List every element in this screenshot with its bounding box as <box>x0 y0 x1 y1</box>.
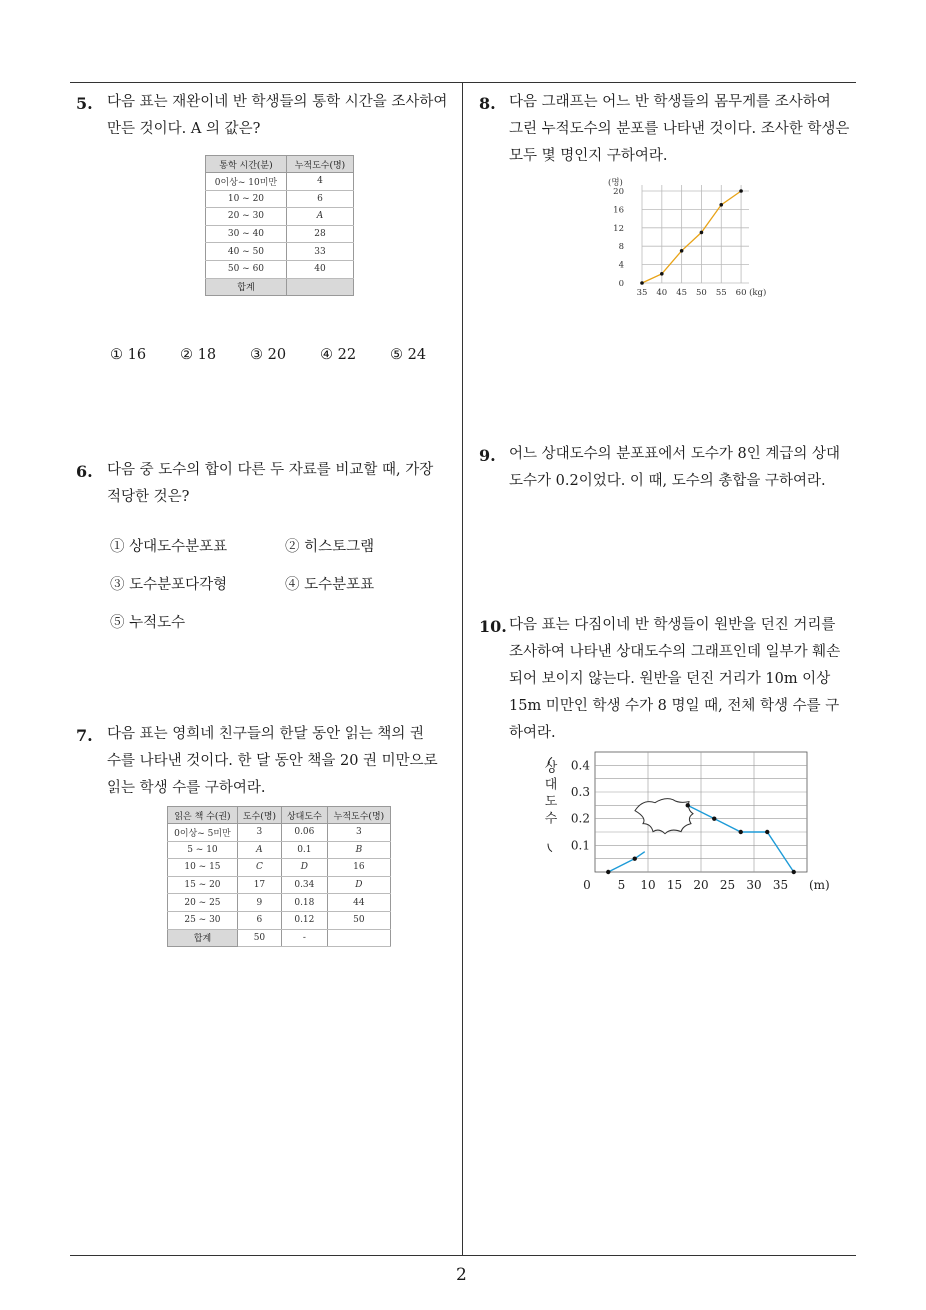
table-header: 통학 시간(분) <box>206 156 287 173</box>
y-axis-label-char: 수 <box>544 811 558 827</box>
data-point <box>719 203 723 207</box>
table-row <box>168 824 391 842</box>
table-row <box>206 190 354 208</box>
y-tick-label: 20 <box>613 187 624 197</box>
x-tick-label: 25 <box>719 878 736 892</box>
x-tick-label: 5 <box>617 878 626 892</box>
column-divider <box>462 83 463 1256</box>
table-row <box>168 841 391 859</box>
top-rule <box>70 82 856 83</box>
question-line: 조사하여 나타낸 상대도수의 그래프인데 일부가 훼손 <box>509 644 841 660</box>
table-cell: C <box>237 859 281 877</box>
table-cell: 합계 <box>168 929 238 947</box>
table-header: 누적도수(명) <box>286 156 353 173</box>
table-cell: 합계 <box>206 278 287 295</box>
option-5[interactable]: ⑤ 누적도수 <box>110 615 186 631</box>
question-text <box>107 721 457 802</box>
table-cell: 30 ~ 40 <box>206 225 287 243</box>
x-tick-label: 35 <box>636 288 648 298</box>
table-cell: 25 ~ 30 <box>168 911 238 929</box>
data-point <box>765 830 769 834</box>
x-tick-label: 0 <box>583 878 591 892</box>
question-text <box>107 457 457 511</box>
bottom-rule <box>70 1255 856 1256</box>
data-point <box>792 870 796 874</box>
table-cell: 3 <box>237 824 281 842</box>
data-point <box>739 830 743 834</box>
data-point <box>633 856 637 860</box>
option-2[interactable]: ② 히스토그램 <box>285 539 375 555</box>
data-point <box>660 272 664 276</box>
y-axis-label-char: 도 <box>544 794 558 810</box>
option-3[interactable]: ③ 도수분포다각형 <box>110 577 228 593</box>
y-tick-label: 0.3 <box>570 785 590 799</box>
data-point <box>686 803 690 807</box>
table-cell: 10 ~ 15 <box>168 859 238 877</box>
question-number: 5. <box>76 94 93 113</box>
x-tick-label: 15 <box>666 878 683 892</box>
question-text <box>509 441 859 495</box>
table-cell: 10 ~ 20 <box>206 190 287 208</box>
question-text <box>509 89 859 170</box>
data-point <box>739 189 743 193</box>
question-text <box>509 612 859 747</box>
y-axis-label-char: 대 <box>544 777 558 793</box>
table-header: 도수(명) <box>237 807 281 824</box>
x-tick-label: 45 <box>676 288 688 298</box>
series-line <box>642 191 741 283</box>
table-cell: 28 <box>286 225 353 243</box>
table-row <box>168 894 391 912</box>
table-row <box>206 173 354 191</box>
y-tick-label: 0.1 <box>570 838 590 853</box>
table-cell: 20 ~ 30 <box>206 208 287 226</box>
question-line: 그린 누적도수의 분포를 나타낸 것이다. 조사한 학생은 <box>509 121 850 137</box>
table-cell: A <box>237 841 281 859</box>
y-tick-label: 0.2 <box>570 811 590 826</box>
table-cell: 0이상~ 10미만 <box>206 173 287 191</box>
y-unit-label: (명) <box>608 178 623 188</box>
table-cell <box>286 278 353 295</box>
y-axis-label-char: 상 <box>544 760 558 776</box>
y-tick-label: 0.4 <box>570 758 590 773</box>
question-line: 다음 그래프는 어느 반 학생들의 몸무게를 조사하여 <box>509 94 831 110</box>
x-tick-label: 55 <box>715 288 727 298</box>
table-total-row <box>206 278 354 295</box>
x-unit-label: (kg) <box>749 288 767 298</box>
option-5[interactable]: ⑤ 24 <box>390 347 427 363</box>
question-line: 읽는 학생 수를 구하여라. <box>107 780 266 796</box>
option-4[interactable]: ④ 22 <box>320 347 357 363</box>
table-cell: 0.1 <box>281 841 327 859</box>
books-read-table <box>167 806 391 947</box>
question-line: 만든 것이다. A 의 값은? <box>107 121 261 137</box>
cumulative-frequency-chart <box>600 170 770 300</box>
question-number: 6. <box>76 462 93 481</box>
table-row <box>206 225 354 243</box>
question-number: 7. <box>76 726 93 745</box>
table-total-row <box>168 929 391 947</box>
y-tick-label: 0 <box>618 279 624 289</box>
relative-frequency-chart <box>540 745 830 895</box>
question-line: 수를 나타낸 것이다. 한 달 동안 책을 20 권 미만으로 <box>107 753 438 769</box>
table-cell: 0이상~ 5미만 <box>168 824 238 842</box>
option-2[interactable]: ② 18 <box>180 347 217 363</box>
x-tick-label: 60 <box>735 288 747 298</box>
table-cell: 0.12 <box>281 911 327 929</box>
table-cell: 6 <box>237 911 281 929</box>
option-1[interactable]: ① 16 <box>110 347 147 363</box>
question-line: 적당한 것은? <box>107 489 190 505</box>
table-cell: 9 <box>237 894 281 912</box>
question-number: 8. <box>479 94 496 113</box>
x-tick-label: 40 <box>656 288 668 298</box>
commute-time-table <box>205 155 354 296</box>
x-unit-label: (m) <box>809 878 830 892</box>
table-header: 상대도수 <box>281 807 327 824</box>
table-cell: 0.06 <box>281 824 327 842</box>
question-line: 되어 보이지 않는다. 원반을 던진 거리가 10m 이상 <box>509 671 831 687</box>
table-cell: D <box>281 859 327 877</box>
table-header: 읽은 책 수(권) <box>168 807 238 824</box>
data-point <box>680 249 684 253</box>
table-cell: 0.18 <box>281 894 327 912</box>
table-row <box>206 243 354 261</box>
x-tick-label: 10 <box>640 878 656 892</box>
table-header: 누적도수(명) <box>327 807 390 824</box>
question-line: 15m 미만인 학생 수가 8 명일 때, 전체 학생 수를 구 <box>509 698 840 714</box>
table-cell: 40 <box>286 260 353 278</box>
option-4[interactable]: ④ 도수분포표 <box>285 577 375 593</box>
table-cell: D <box>327 876 390 894</box>
question-line: 다음 표는 다짐이네 반 학생들이 원반을 던진 거리를 <box>509 617 836 633</box>
question-line: 도수가 0.2이었다. 이 때, 도수의 총합을 구하여라. <box>509 473 826 489</box>
table-cell: 20 ~ 25 <box>168 894 238 912</box>
x-tick-label: 20 <box>693 878 709 892</box>
table-cell: 4 <box>286 173 353 191</box>
y-tick-label: 4 <box>618 260 624 271</box>
table-cell: A <box>286 208 353 226</box>
table-row <box>168 876 391 894</box>
table-cell: 50 <box>237 929 281 947</box>
series-line <box>608 859 635 872</box>
torn-region <box>635 799 693 834</box>
x-tick-label: 30 <box>746 878 762 892</box>
table-cell: - <box>281 929 327 947</box>
table-cell: 44 <box>327 894 390 912</box>
table-cell: 6 <box>286 190 353 208</box>
table-row <box>168 859 391 877</box>
question-number: 9. <box>479 446 496 465</box>
question-line: 다음 표는 영희네 친구들의 한달 동안 읽는 책의 권 <box>107 726 425 742</box>
data-point <box>606 870 610 874</box>
page-number: 2 <box>456 1265 467 1285</box>
question-line: 어느 상대도수의 분포표에서 도수가 8인 계급의 상대 <box>509 446 841 462</box>
table-cell: 50 ~ 60 <box>206 260 287 278</box>
table-row <box>206 208 354 226</box>
question-line: 모두 몇 명인지 구하여라. <box>509 148 668 164</box>
table-cell: 0.34 <box>281 876 327 894</box>
table-cell: 5 ~ 10 <box>168 841 238 859</box>
data-point <box>700 231 704 235</box>
table-cell: 15 ~ 20 <box>168 876 238 894</box>
table-row <box>206 260 354 278</box>
y-label-paren <box>548 844 552 852</box>
question-line: 하여라. <box>509 725 556 741</box>
table-cell: 17 <box>237 876 281 894</box>
data-point <box>640 281 644 285</box>
option-3[interactable]: ③ 20 <box>250 347 287 363</box>
data-point <box>712 816 716 820</box>
series-line <box>688 805 794 872</box>
x-tick-label: 35 <box>772 878 789 892</box>
question-line: 다음 표는 재완이네 반 학생들의 통학 시간을 조사하여 <box>107 94 448 110</box>
y-tick-label: 8 <box>618 242 624 253</box>
table-cell: 3 <box>327 824 390 842</box>
table-row <box>168 911 391 929</box>
table-cell <box>327 929 390 947</box>
table-cell: B <box>327 841 390 859</box>
option-1[interactable]: ① 상대도수분포표 <box>110 539 228 555</box>
table-cell: 33 <box>286 243 353 261</box>
question-number: 10. <box>479 617 507 636</box>
y-tick-label: 12 <box>613 223 624 234</box>
table-cell: 50 <box>327 911 390 929</box>
table-cell: 16 <box>327 859 390 877</box>
y-tick-label: 16 <box>613 205 624 216</box>
table-cell: 40 ~ 50 <box>206 243 287 261</box>
question-text <box>107 89 457 143</box>
x-tick-label: 50 <box>696 288 707 298</box>
question-line: 다음 중 도수의 합이 다른 두 자료를 비교할 때, 가장 <box>107 462 434 478</box>
